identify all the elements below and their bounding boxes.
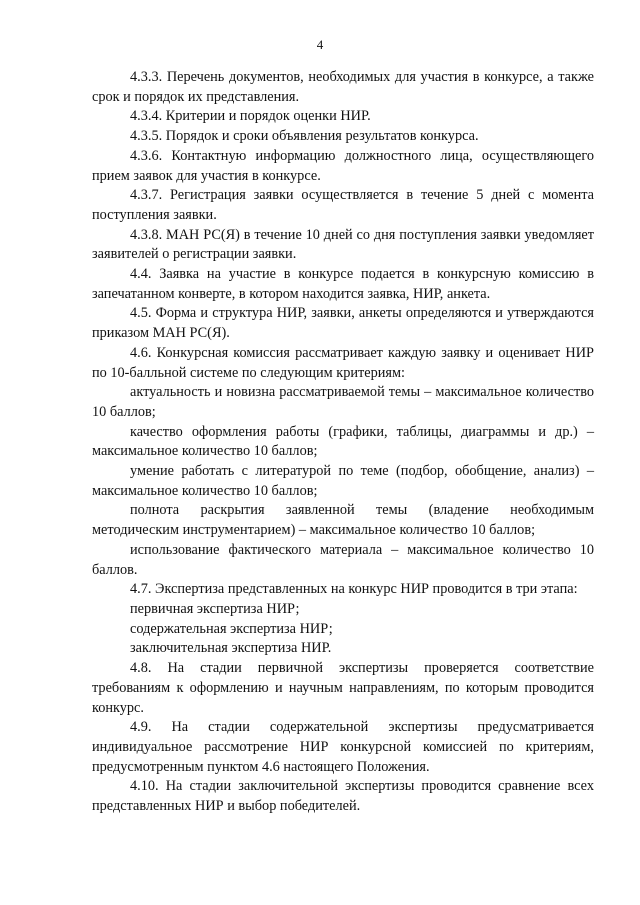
criterion-literature: умение работать с литературой по теме (подбор, обобщение, анализ) – максимальное количество 10 баллов; — [92, 463, 594, 499]
criterion-topic-coverage: полнота раскрытия заявленной темы (владение необходимым методическим инструментарием) – максимальное количество 10 баллов; — [92, 502, 594, 539]
paragraph-4-6: 4.6. Конкурсная комиссия рассматривает каждую заявку и оценивает НИР по 10-балльной системе по следующим критериям: — [92, 344, 594, 381]
paragraph-4-3-4: 4.3.4. Критерии и порядок оценки НИР. — [130, 108, 371, 125]
stage-substantive: содержательная экспертиза НИР; — [130, 620, 333, 637]
paragraph-4-7: 4.7. Экспертиза представленных на конкурс НИР проводится в три этапа: — [130, 581, 578, 598]
paragraph-4-3-5: 4.3.5. Порядок и сроки объявления результатов конкурса. — [130, 128, 479, 145]
paragraph-4-9: 4.9. На стадии содержательной экспертизы предусматривается индивидуальное рассмотрение НИР конкурсной комиссией по критериям, предусмотренным пунктом 4.6 настоящего Положения. — [92, 719, 594, 775]
criterion-design-quality: качество оформления работы (графики, таблицы, диаграммы и др.) – максимальное количество 10 баллов; — [92, 423, 594, 460]
criterion-relevance: актуальность и новизна рассматриваемой темы – максимальное количество 10 баллов; — [92, 384, 594, 420]
paragraph-4-5: 4.5. Форма и структура НИР, заявки, анкеты определяются и утверждаются приказом МАН РС(Я). — [92, 305, 594, 342]
criterion-factual-material: использование фактического материала – максимальное количество 10 баллов. — [92, 541, 594, 578]
paragraph-4-3-3: 4.3.3. Перечень документов, необходимых для участия в конкурсе, а также срок и порядок их представления. — [92, 69, 594, 105]
paragraph-4-3-7: 4.3.7. Регистрация заявки осуществляется в течение 5 дней с момента поступления заявки. — [92, 187, 594, 223]
stage-final: заключительная экспертиза НИР. — [130, 640, 332, 657]
paragraph-4-10: 4.10. На стадии заключительной экспертизы проводится сравнение всех представленных НИР и выбор победителей. — [92, 778, 594, 815]
document-body — [92, 68, 594, 817]
paragraph-4-8: 4.8. На стадии первичной экспертизы проверяется соответствие требованиям к оформлению и научным направлениям, по которым проводится конкурс. — [92, 660, 594, 716]
page-number: 4 — [316, 37, 324, 52]
paragraph-4-3-8: 4.3.8. МАН РС(Я) в течение 10 дней со дня поступления заявки уведомляет заявителей о регистрации заявки. — [92, 226, 594, 263]
paragraph-4-3-6: 4.3.6. Контактную информацию должностного лица, осуществляющего прием заявок для участия в конкурсе. — [92, 147, 594, 184]
stage-primary: первичная экспертиза НИР; — [130, 600, 300, 617]
paragraph-4-4: 4.4. Заявка на участие в конкурсе подается в конкурсную комиссию в запечатанном конверте, в котором находится заявка, НИР, анкета. — [92, 266, 594, 302]
